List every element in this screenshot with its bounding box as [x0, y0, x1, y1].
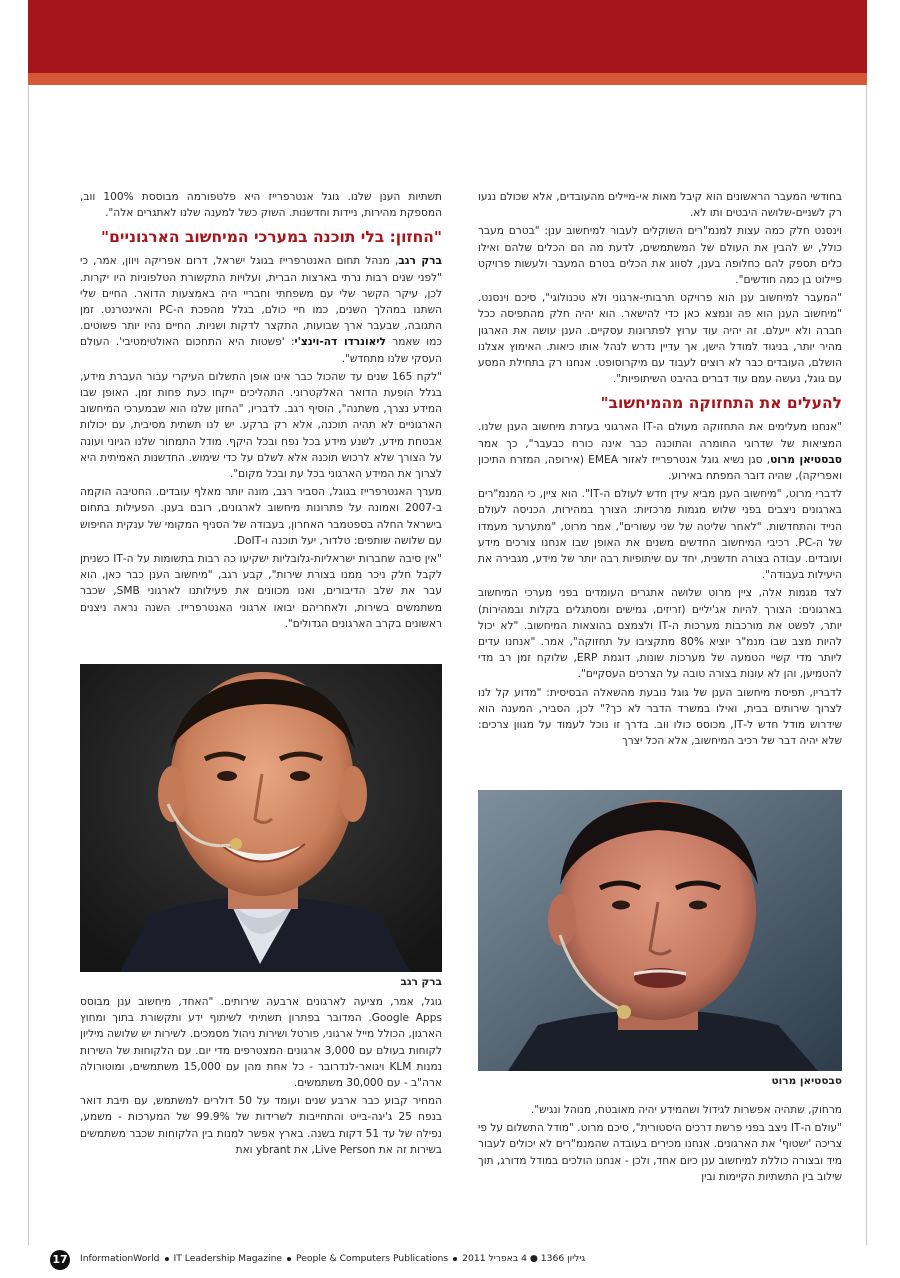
- page-footer: [28, 1250, 867, 1270]
- quoted-name: ליאונרדו דה-וינצ'י: [294, 336, 386, 349]
- portrait-illustration: [80, 664, 442, 972]
- paragraph: [478, 419, 842, 484]
- portrait-photo-barak-regev: [80, 664, 442, 972]
- paragraph: לדבריו, תפיסת מיחשוב הענן של גוגל נובעת מהשאלה הבסיסית: "מדוע קל לנו לצרוך שירותים בבית, ואילו במשרד הדבר לא כך?" לכן, הסביר, המענה הוא שידרוש מודל חדש ל-IT, מכוסס כולו ווב. בדרך זו נוכל לעמוד על מגוון צרכים: שלא יהיה דבר של רכיב המיחשוב, אלא הכל יצרך: [478, 686, 842, 748]
- paragraph-text: : 'פשטות היא התחכום האולטימטיבי'. העולם העסקי שלנו מתחדש".: [80, 336, 442, 365]
- person-name: סבסטיאן מרוט: [770, 453, 842, 466]
- person-name: ברק רגב: [398, 255, 442, 268]
- photo-caption: ברק רגב: [400, 976, 442, 988]
- paragraph: לדברי מרוט, "מיחשוב הענן מביא עידן חדש לעולם ה-IT". הוא ציין, כי המנמ"רים בארגונים ניצבים בפני שלוש מגמות מרכזיות: הצורך במהירות, הכניסה לעולם הנייד והתחדשות. "לאחר שליטה של שני עשורים", אמר מרוט, "מתערער מעמדו של ה-PC. רכיבי המיחשוב החדשים משנים את האופן שבו אנחנו צורכים מידע ועובדים. עבודה בצורה חדשנית, יחד עם שיתופיות רבה יותר של מידע, מגבירה את היעילות בעבודה".: [478, 488, 842, 582]
- paragraph: לצד מגמות אלה, ציין מרוט שלושה אתגרים העומדים בפני מערכי המיחשוב בארגונים: הצורך להיות אג'יליים (זריזים, גמישים ומסתגלים בקלות ובמהירות) יותר, לפשט את מורכבות מערכות ה-IT ולצמצם בהוצאות המיחשוב. "לא יכול להיות מצב שבו מנמ"ר יוציא 80% מתקציבו על תחזוקה", אמר. "אנחנו עדים ליותר מדי קשיי הטמעה של מערכות שונות, דוגמת ERP, שלוקח זמן רב מדי להטמיען, והן לא עונות בצורה טובה על הצרכים העסקיים".: [478, 587, 842, 681]
- paragraph: "לקח 165 שנים עד שהכול כבר אינו אופן התשלום העיקרי עבור העברת מידע, בגלל הופעת הדואר האלקטרוני. התהליכים ייקחו כעת פחות זמן. האופן שבו המידע נצרך, משתנה", הוסיף רגב. לדבריו, "החזון שלנו הוא שבמערכי המיחשוב הארגוניים לא תהיה תוכנה, אלא רק ברקע. יש לנו תשתית מסיבית, עם יכולות אבטחת מידע, לשנע מידע בכל נפח ובכל היקף. מודל התמחור שלנו הגיוני ועונה על הצורך שלא לרכוש תוכנה אלא לשלם על כדי שימוש. החדשנות האמיתית היא לצרוך את המידע הארגוני בכל עת ובכל מקום".: [80, 370, 442, 481]
- paragraph: "עולם ה-IT ניצב בפני פרשת דרכים היסטורית", סיכם מרוט. "מודל התשלום על פי צריכה 'ישטוף' את הארגונים. אנחנו מכירים בעובדה שהמנמ"רים לא יכולים לעבור מיד ובצורה כוללת למיחשוב ענן כיום אחד, ולכן - אנחנו הולכים במודל מדורג, תוך שילוב בין התשתיות הקיימות ובין: [478, 1122, 842, 1183]
- portrait-photo-sebastian-marotte: [478, 790, 842, 1071]
- paragraph: תשתיות הענן שלנו. גוגל אנטרפרייז היא פלטפורמה מבוססת 100% ווב, המספקת מהירות, ניידות וחדשנות. השוק כשל למענה שלנו לאתגרים אלה".: [80, 191, 442, 220]
- paragraph: גוגל, אמר, מציעה לארגונים ארבעה שירותים. "האחד, מיחשוב ענן מבוסס Google Apps. המדובר בפתרון תשתיתי לשיתוף ידע ותקשורת בתוך ומחוץ הארגון, הכולל מייל ארגוני, פורטל ושירות ניהול מסמכים. לשירות יש שלושה מיליון לקוחות בעולם עם 3,000 ארגונים המצטרפים מדי יום. עם הלקוחות של השירות נמנות KLM ויגואר-לנדרובר - כל אחת מהן עם 15,000 משתמשים, ומוטורולה ארה"ב - עם 30,000 משתמשים.: [80, 996, 442, 1090]
- footer-brand: InformationWorld: [80, 1253, 160, 1264]
- article-column-left: [80, 189, 442, 659]
- header-accent-stripe: [28, 73, 867, 85]
- paragraph: מערך האנטרפרייז בגוגל, הסביר רגב, מונה יותר מאלף עובדים. החטיבה הוקמה ב-2007 ואמונה על פתרונות מיחשוב לארגונים, רובם בענן. הפעילות בתחום בישראל החלה בספטמבר האחרון, בעבודה של הסניף המקומי של ענקית החיפוש עם שלושה שותפים: טלדור, יעל תוכנה ו-DoIT.: [80, 486, 442, 547]
- article-column-right-bottom: [478, 1102, 842, 1236]
- paragraph-text: "אנחנו מעלימים את התחזוקה מעולם ה-IT הארגוני בעזרת מיחשוב הענן שלנו. המציאות של שדרוגי החומרה והתוכנה כבר אינה כורח כבעבר", כך אמר: [478, 421, 842, 450]
- page-number: 17: [50, 1250, 70, 1270]
- section-heading: "החזון: בלי תוכנה במערכי המיחשוב הארגוניים": [101, 228, 442, 247]
- footer-publisher: People & Computers Publications: [296, 1253, 449, 1264]
- bullet-icon: [165, 1257, 169, 1261]
- article-column-right: [478, 189, 842, 779]
- paragraph: "אין סיבה שחברות ישראליות-גלובליות ישקיעו כה רבות בתשומות על ה-IT כשניתן לקבל חלק ניכר ממנו בצורת שירות", קבע רגב, "מיחשוב הענן כבר כאן, הוא עבר את שלב הדיבורים, ואנו מכוונים את פעילותנו לארגוני SMB, שכבר משתמשים בשירות, ולאחריהם יבואו ארגוני האנטרפרייז. השנה נראה ניצנים ראשונים בקרב הארגונים הגדולים".: [80, 553, 442, 630]
- paragraph: המחיר קבוע כבר ארבע שנים ועומד על 50 דולרים למשתמש, עם תיבת דואר בנפח 25 ג'יגה-בייט והתחייבות לשרידות של 99.9% של המערכות - משמע, נפילה של עד 51 דקות בשנה. בארץ אפשר למנות בין הלקוחות שכבר משתמשים בשירות זה את Live Person, את ybrant ואת: [80, 1095, 442, 1156]
- paragraph: "המעבר למיחשוב ענן הוא פרויקט תרבותי-ארגוני ולא טכנולוגי", סיכם וינסנט. "מיחשוב הענן הוא פה ונמצא כאן כדי להישאר. הוא יהיה חלק מהתפיסה ככל חברה ולא ייעלם. זה יהיה עוד ערוץ לפתרונות עסקיים. הענן עושה את הארגון מהיר יותר, בניגוד למודל הישן, אך עדיין נדרש לנהל אותו כיאות. האימוץ אצלנו הושלם, העובדים כבר לא רוצים לעבוד עם מיקרוסופט. אנחנו רק בתחילת המסע עם גוגל, נעשה עמם עוד דברים בהיבט השיתופיות".: [478, 292, 842, 386]
- paragraph-text: , סגן נשיא גוגל אנטרפרייז לאזור EMEA (אירופה, המזרח התיכון ואפריקה), שהיה דובר המפתח באירוע.: [478, 453, 842, 483]
- paragraph-text: , מנהל תחום האנטרפרייז בגוגל ישראל, דרום אפריקה ויוון, אמר, כי "לפני שנים רבות נרתי בארצות הברית, ועלויות התקשורת הטלפוניות היו יקרות. לכן, עיקר הקשר שלי עם משפחתי וחבריי היה באמצעות הדואר. החיים שלי השתנו במהלך השנים, כמו חיי כולם, בגלל מהפכת ה-PC והאינטרנט. זמן התגובה, שבעבר ארך שבועות, התקצר לדקות ושניות. החיים נהיו יותר פשוטים. כמו שאמר: [80, 255, 442, 349]
- photo-caption: סבסטיאן מרוט: [771, 1075, 842, 1087]
- bullet-icon: [453, 1257, 457, 1261]
- paragraph: וינסנט חלק כמה עצות למנמ"רים השוקלים לעבור למיחשוב ענן: "בטרם מעבר כולל, יש להבין את העולם של המשתמשים, לדעת מה הם הכלים שלהם ואילו כלים תספק להם כחלופה בענן, לסווג את הכלים בטרם המעבר ולעשות פרויקט פיילוט בן כמה חודשים".: [478, 225, 842, 287]
- header-color-bar: [28, 0, 867, 73]
- paragraph: [80, 253, 442, 366]
- footer-issue: גיליון 1366 ● 4 באפריל 2011: [462, 1253, 586, 1264]
- paragraph: מרחוק, שתהיה אפשרות לגידול ושהמידע יהיה מאובטח, מנוהל ונגיש".: [530, 1104, 842, 1116]
- article-column-left-bottom: [80, 994, 442, 1234]
- footer-credits: [80, 1253, 585, 1264]
- page-margin-line: [28, 85, 29, 1245]
- paragraph: בחודשי המעבר הראשונים הוא קיבל מאות אי-מיילים מהעובדים, אלא שכולם נגעו רק לשניים-שלושה היבטים ותו לא.: [478, 191, 842, 220]
- page-margin-line: [866, 85, 867, 1245]
- bullet-icon: [287, 1257, 291, 1261]
- footer-magazine: IT Leadership Magazine: [173, 1253, 283, 1264]
- portrait-illustration: [478, 790, 842, 1071]
- section-heading: להעלים את התחזוקה מהמיחשוב": [600, 394, 842, 413]
